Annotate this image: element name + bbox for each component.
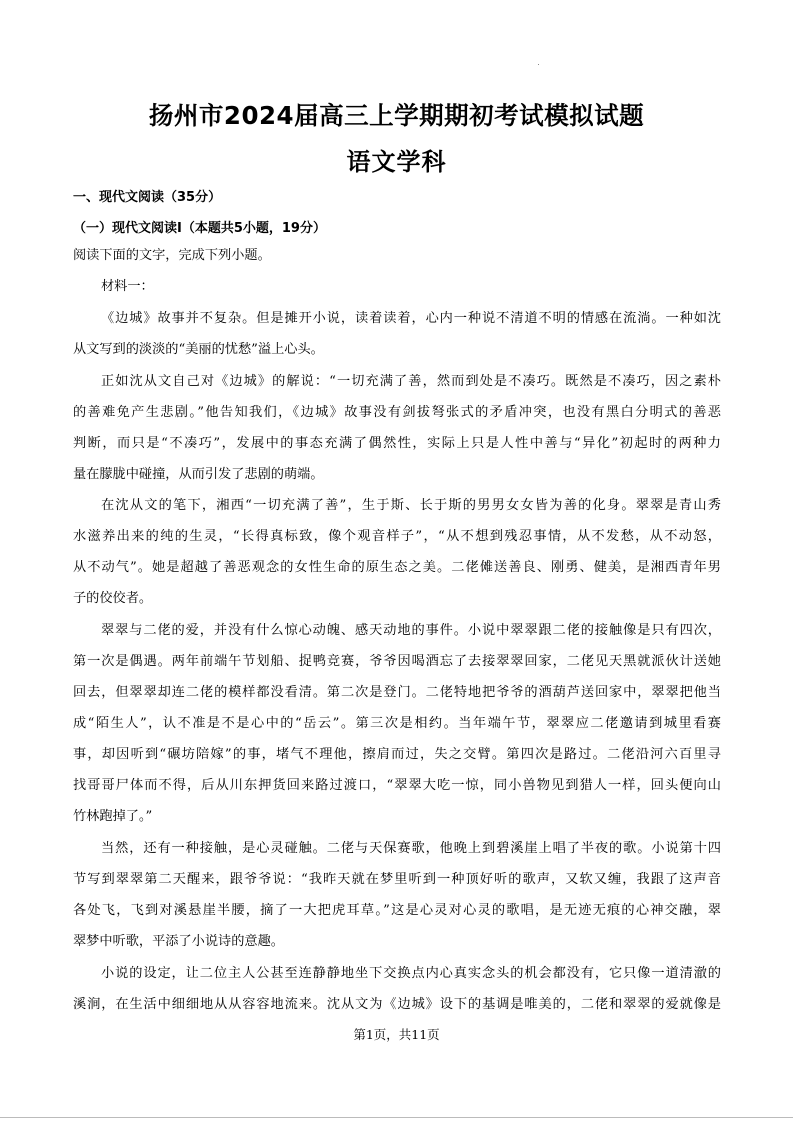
paragraph-line: 第一次是偶遇。两年前端午节划船、捉鸭竞赛，爷爷因喝酒忘了去接翠翠回家，二佬见天黑就派伙计送她	[73, 654, 721, 669]
paragraph-line: 从不动气”。她是超越了善恶观念的女性生命的原生态之美。二佬傩送善良、刚勇、健美，是湘西青年男	[73, 560, 721, 575]
paragraph-line: 事，却因听到“碾坊陪嫁”的事，堵气不理他，擦肩而过，失之交臂。第四次是路过。二佬沿河六百里寻	[73, 747, 721, 762]
paragraph-line: 竹林跑掉了。”	[73, 809, 153, 824]
section-heading: 一、现代文阅读（35分）	[73, 190, 222, 205]
paragraph-line: 找哥哥尸体而不得，后从川东押货回来路过渡口，“翠翠大吃一惊，同小兽物见到猎人一样，回头便向山	[73, 778, 721, 793]
paragraph-line: 各处飞，飞到对溪悬崖半腰，摘了一大把虎耳草。”这是心灵对心灵的歌唱，是无迹无痕的心神交融，翠	[73, 903, 721, 918]
paragraph-line: 翠翠与二佬的爱，并没有什么惊心动魄、感天动地的事件。小说中翠翠跟二佬的接触像是只有四次，	[101, 623, 721, 638]
document-subtitle: 语文学科	[346, 148, 447, 176]
instruction-text: 阅读下面的文字，完成下列小题。	[73, 248, 271, 263]
paragraph-line: 当然，还有一种接触，是心灵碰触。二佬与天保赛歌，他晚上到碧溪崖上唱了半夜的歌。小说第十四	[101, 841, 721, 856]
paragraph-line: 量在朦胧中碰撞，从而引发了悲剧的萌端。	[73, 467, 324, 482]
paragraph-line: 正如沈从文自己对《边城》的解说：“一切充满了善，然而到处是不凑巧。既然是不凑巧，因之素朴	[101, 374, 721, 389]
paragraph-line: 在沈从文的笔下，湘西“一切充满了善”，生于斯、长于斯的男男女女皆为善的化身。翠翠是青山秀	[101, 498, 721, 513]
paragraph-line: 的善难免产生悲剧。”他告知我们，《边城》故事没有剑拔弩张式的矛盾冲突，也没有黑白分明式的善恶	[73, 405, 721, 420]
paragraph-line: 节写到翠翠第二天醒来，跟爷爷说：“我昨天就在梦里听到一种顶好听的歌声，又软又缠，我跟了这声音	[73, 872, 721, 887]
paragraph-line: 《边城》故事并不复杂。但是摊开小说，读着读着，心内一种说不清道不明的情感在流淌。一种如沈	[101, 311, 721, 326]
paragraph-line: 水滋养出来的纯的生灵，“长得真标致，像个观音样子”，“从不想到残忍事情，从不发愁，从不动怒，	[73, 529, 721, 544]
scan-dot	[538, 64, 539, 65]
paragraph-line: 溪涧，在生活中细细地从从容容地流来。沈从文为《边城》设下的基调是唯美的，二佬和翠翠的爱就像是	[73, 997, 721, 1012]
paragraph-line: 成“陌生人”，认不准是不是心中的“岳云”。第三次是相约。当年端午节，翠翠应二佬邀请到城里看赛	[73, 716, 721, 731]
paragraph-line: 小说的设定，让二位主人公甚至连静静地坐下交换点内心真实念头的机会都没有，它只像一道清澈的	[101, 966, 721, 981]
paragraph-line: 从文写到的淡淡的“美丽的忧愁”溢上心头。	[73, 342, 324, 357]
subsection-heading: （一）现代文阅读Ⅰ（本题共5小题，19分）	[73, 221, 326, 236]
paragraph-line: 翠梦中听歌，平添了小说诗的意趣。	[73, 934, 284, 949]
document-title: 扬州市2024届高三上学期期初考试模拟试题	[148, 101, 645, 130]
page-bottom-edge	[0, 1117, 793, 1118]
paragraph-line: 回去，但翠翠却连二佬的模样都没看清。第二次是登门。二佬特地把爷爷的酒葫芦送回家中，翠翠把他当	[73, 685, 721, 700]
paragraph-line: 判断，而只是“不凑巧”，发展中的事态充满了偶然性，实际上只是人性中善与“异化”初起时的两种力	[73, 436, 721, 451]
material-label: 材料一：	[101, 279, 154, 294]
paragraph-line: 子的佼佼者。	[73, 591, 153, 606]
page-number: 第1页，共11页	[353, 1027, 440, 1042]
